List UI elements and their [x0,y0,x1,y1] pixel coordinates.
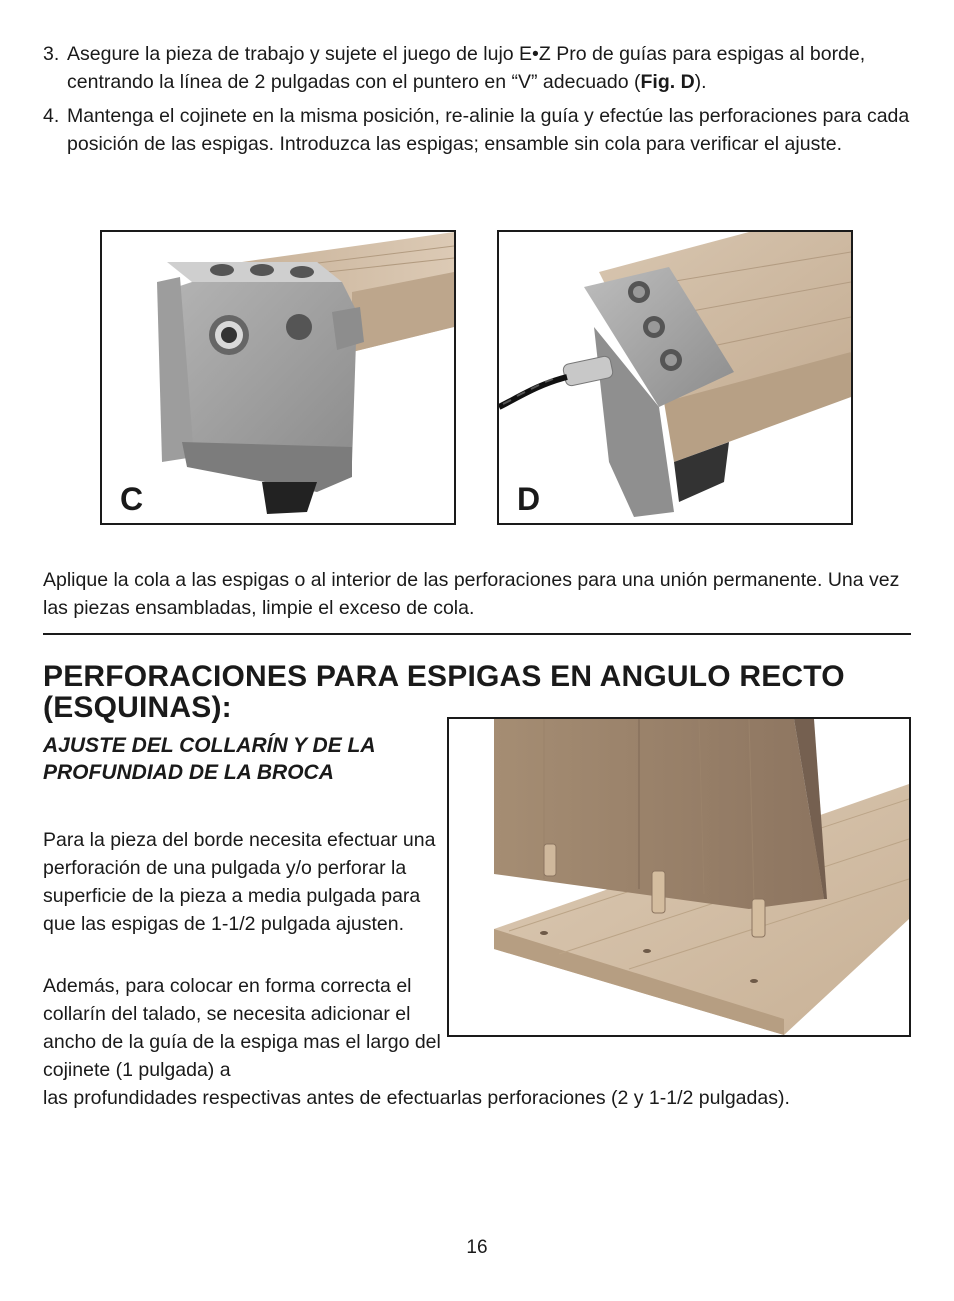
drilling-with-jig-illustration [499,232,851,523]
page-number: 16 [466,1237,488,1258]
step-3-text: Asegure la pieza de trabajo y sujete el juego de lujo E•Z Pro de guías para espigas al borde, centrando la línea de 2 pulgadas con el puntero en “V” adecuado ( [67,43,866,93]
step-number: 4. [43,105,60,127]
right-angle-dowel-joint-illustration [449,719,909,1035]
step-3-text-end: ). [694,71,707,93]
figure-label-d: D [517,481,541,517]
step-4 [43,102,913,158]
step-3 [43,40,913,96]
step-text [67,40,913,96]
figure-c [100,230,456,525]
paragraph-collar: Además, para colocar en forma correcta el collarín del talado, se necesita adicionar el ancho de la guía de la espiga mas el largo del cojinete (1 pulgada) a [43,974,441,1081]
paragraph-collar-continued: las profundidades respectivas antes de efectuarlas perforaciones (2 y 1-1/2 pulgadas). [43,1086,790,1109]
step-number: 3. [43,43,60,65]
figure-label-c: C [120,481,144,517]
subheading: AJUSTE DEL COLLARÍN Y DE LA PROFUNDIAD DE LA BROCA [43,734,375,785]
step-4-text: Mantenga el cojinete en la misma posición, re-alinie la guía y efectúe las perforaciones para cada posición de las espigas. Introduzca las espigas; ensamble sin cola para verificar el ajuste. [67,105,910,155]
glue-paragraph: Aplique la cola a las espigas o al interior de las perforaciones para una unión permanente. Una vez las piezas ensambladas, limpie el exceso de cola. [43,568,900,619]
section-divider [43,633,911,635]
doweling-jig-illustration [102,232,454,523]
figure-d [497,230,853,525]
figure-corner-joint [447,717,911,1037]
fig-d-reference: Fig. D [640,71,695,93]
paragraph-edge-piece: Para la pieza del borde necesita efectuar una perforación de una pulgada y/o perforar la superficie de la pieza a media pulgada para que las espigas de 1-1/2 pulgada ajusten. [43,828,436,935]
section-title: PERFORACIONES PARA ESPIGAS EN ANGULO RECTO (ESQUINAS): [43,660,845,725]
instruction-steps [43,40,913,164]
